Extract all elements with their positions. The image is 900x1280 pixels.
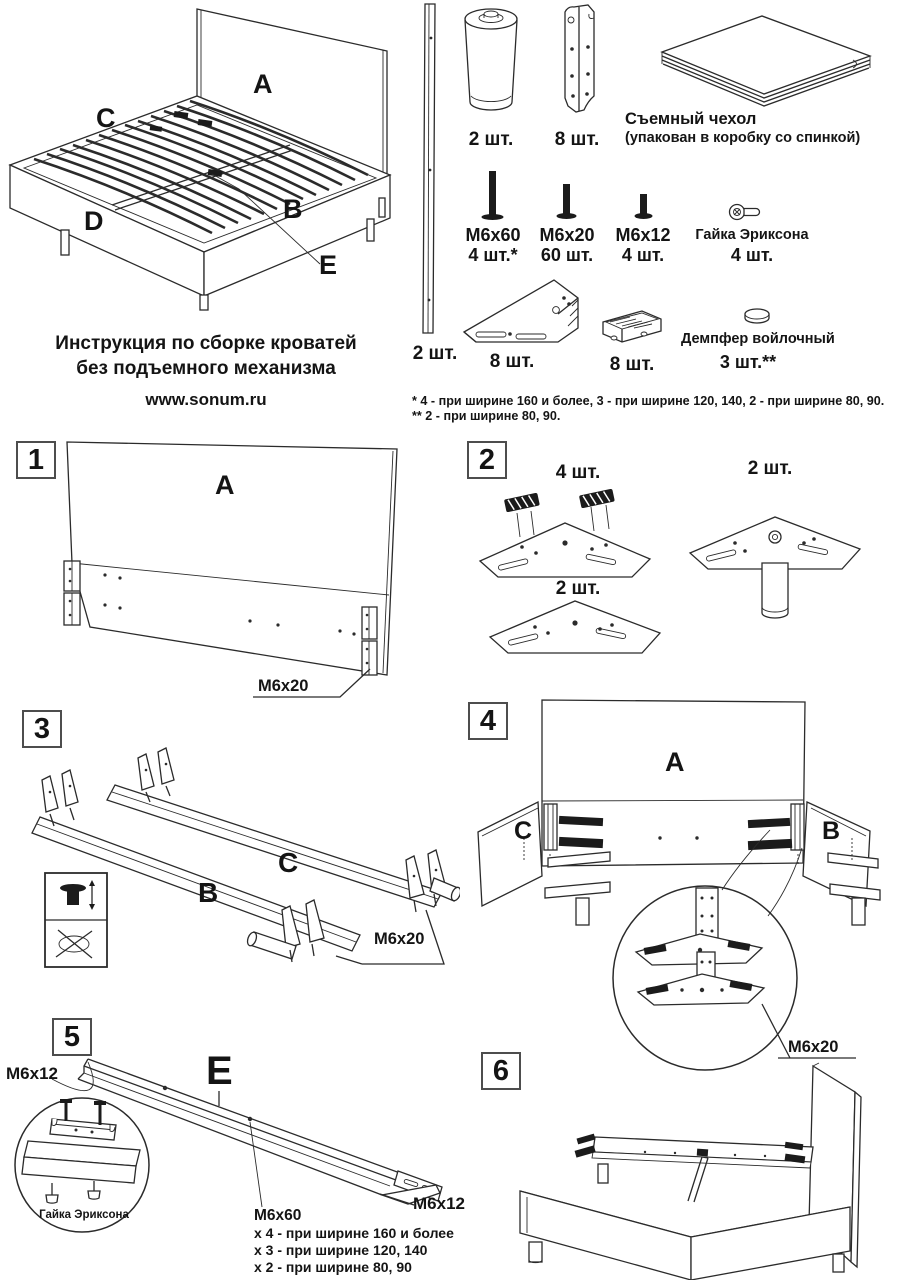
step-2-number: 2 [467, 441, 507, 479]
step-1-label-a: A [215, 470, 235, 500]
felt-damper-qty: 3 шт.** [719, 352, 777, 372]
step-3-label-b: B [198, 877, 219, 908]
part-bolt-m6x12-icon [634, 194, 656, 226]
center-profile-qty: 2 шт. [412, 343, 458, 364]
step-3 [10, 700, 460, 1000]
step-2-qty-bottom: 2 шт. [555, 578, 601, 599]
step-5-m6x60-line2: х 3 - при ширине 120, 140 [254, 1242, 428, 1258]
step-1-illustration [10, 435, 460, 700]
step-1-callout-m6x20: М6х20 [258, 677, 309, 695]
part-leg-icon [462, 6, 520, 118]
step-4 [460, 690, 900, 1075]
step-5 [0, 1015, 465, 1280]
erikson-nut-qty: 4 шт. [730, 245, 774, 265]
overview-label-d: D [84, 206, 104, 236]
angle-bracket-qty: 8 шт. [554, 129, 600, 150]
step-2-qty-right: 2 шт. [747, 458, 793, 479]
part-center-profile-icon [415, 2, 443, 336]
step-3-number: 3 [22, 710, 62, 748]
corner-plate-qty: 8 шт. [489, 351, 535, 372]
bolt-m6x60-qty: 4 шт.* [468, 245, 518, 265]
step-2-qty-top: 4 шт. [555, 462, 601, 483]
overview-label-b: B [283, 194, 303, 224]
cover-name: Съемный чехол [625, 110, 757, 128]
step-3-callout-m6x20: М6х20 [374, 930, 425, 948]
step-5-nut-label: Гайка Эриксона [39, 1209, 129, 1221]
footnote-2: ** 2 - при ширине 80, 90. [412, 409, 561, 423]
step-5-callout-m6x60: М6х60 [254, 1207, 302, 1224]
step-6-illustration [465, 1030, 900, 1280]
step-4-callout-m6x20: М6х20 [788, 1038, 839, 1056]
part-slat-holder-icon [600, 308, 664, 350]
part-bolt-m6x20-icon [556, 184, 580, 226]
part-erikson-nut-icon [728, 202, 762, 222]
step-5-label-e: E [206, 1049, 233, 1093]
title-block [28, 331, 384, 410]
step-3-label-c: C [278, 847, 299, 878]
felt-damper-name: Демпфер войлочный [681, 331, 835, 347]
step-4-label-c: C [514, 817, 533, 845]
overview-label-c: C [96, 103, 116, 133]
title-line1: Инструкция по сборке кроватей [55, 333, 357, 354]
step-5-callout-m6x12-right: М6х12 [413, 1194, 465, 1213]
overview-label-e: E [319, 250, 338, 280]
step-4-number: 4 [468, 702, 508, 740]
part-cover-icon [648, 8, 883, 110]
bolt-m6x12-name: М6х12 [615, 225, 671, 245]
part-angle-bracket-icon [548, 4, 604, 116]
step-4-label-b: B [822, 817, 841, 845]
slat-holder-qty: 8 шт. [609, 354, 655, 375]
step-3-illustration [10, 700, 460, 1000]
step-5-m6x60-line3: х 2 - при ширине 80, 90 [254, 1259, 412, 1275]
erikson-nut-name: Гайка Эриксона [695, 227, 809, 243]
bolt-m6x20-qty: 60 шт. [540, 245, 594, 265]
part-corner-plate-icon [460, 276, 592, 350]
step-6 [465, 1030, 900, 1280]
step-4-label-a: A [665, 747, 685, 777]
overview-bed-illustration [2, 2, 418, 317]
part-bolt-m6x60-icon [480, 171, 506, 225]
step-5-callout-m6x12-left: М6х12 [6, 1064, 58, 1083]
cover-note: (упакован в коробку со спинкой) [625, 130, 861, 146]
footnote-1: * 4 - при ширине 160 и более, 3 - при ширине 120, 140, 2 - при ширине 80, 90. [412, 394, 885, 408]
step-5-number: 5 [52, 1018, 92, 1056]
step-1-number: 1 [16, 441, 56, 479]
step-2-illustration [460, 435, 900, 700]
step-6-number: 6 [481, 1052, 521, 1090]
overview-label-a: A [253, 69, 273, 99]
step-5-m6x60-line1: х 4 - при ширине 160 и более [254, 1225, 454, 1241]
website-url: www.sonum.ru [145, 390, 267, 409]
step-2 [460, 435, 900, 700]
title-line2: без подъемного механизма [76, 358, 336, 379]
leg-qty: 2 шт. [468, 129, 514, 150]
bolt-m6x60-name: М6х60 [465, 225, 521, 245]
bolt-m6x12-qty: 4 шт. [621, 245, 665, 265]
part-felt-damper-icon [742, 306, 772, 328]
bolt-m6x20-name: М6х20 [539, 225, 595, 245]
step-1 [10, 435, 460, 700]
